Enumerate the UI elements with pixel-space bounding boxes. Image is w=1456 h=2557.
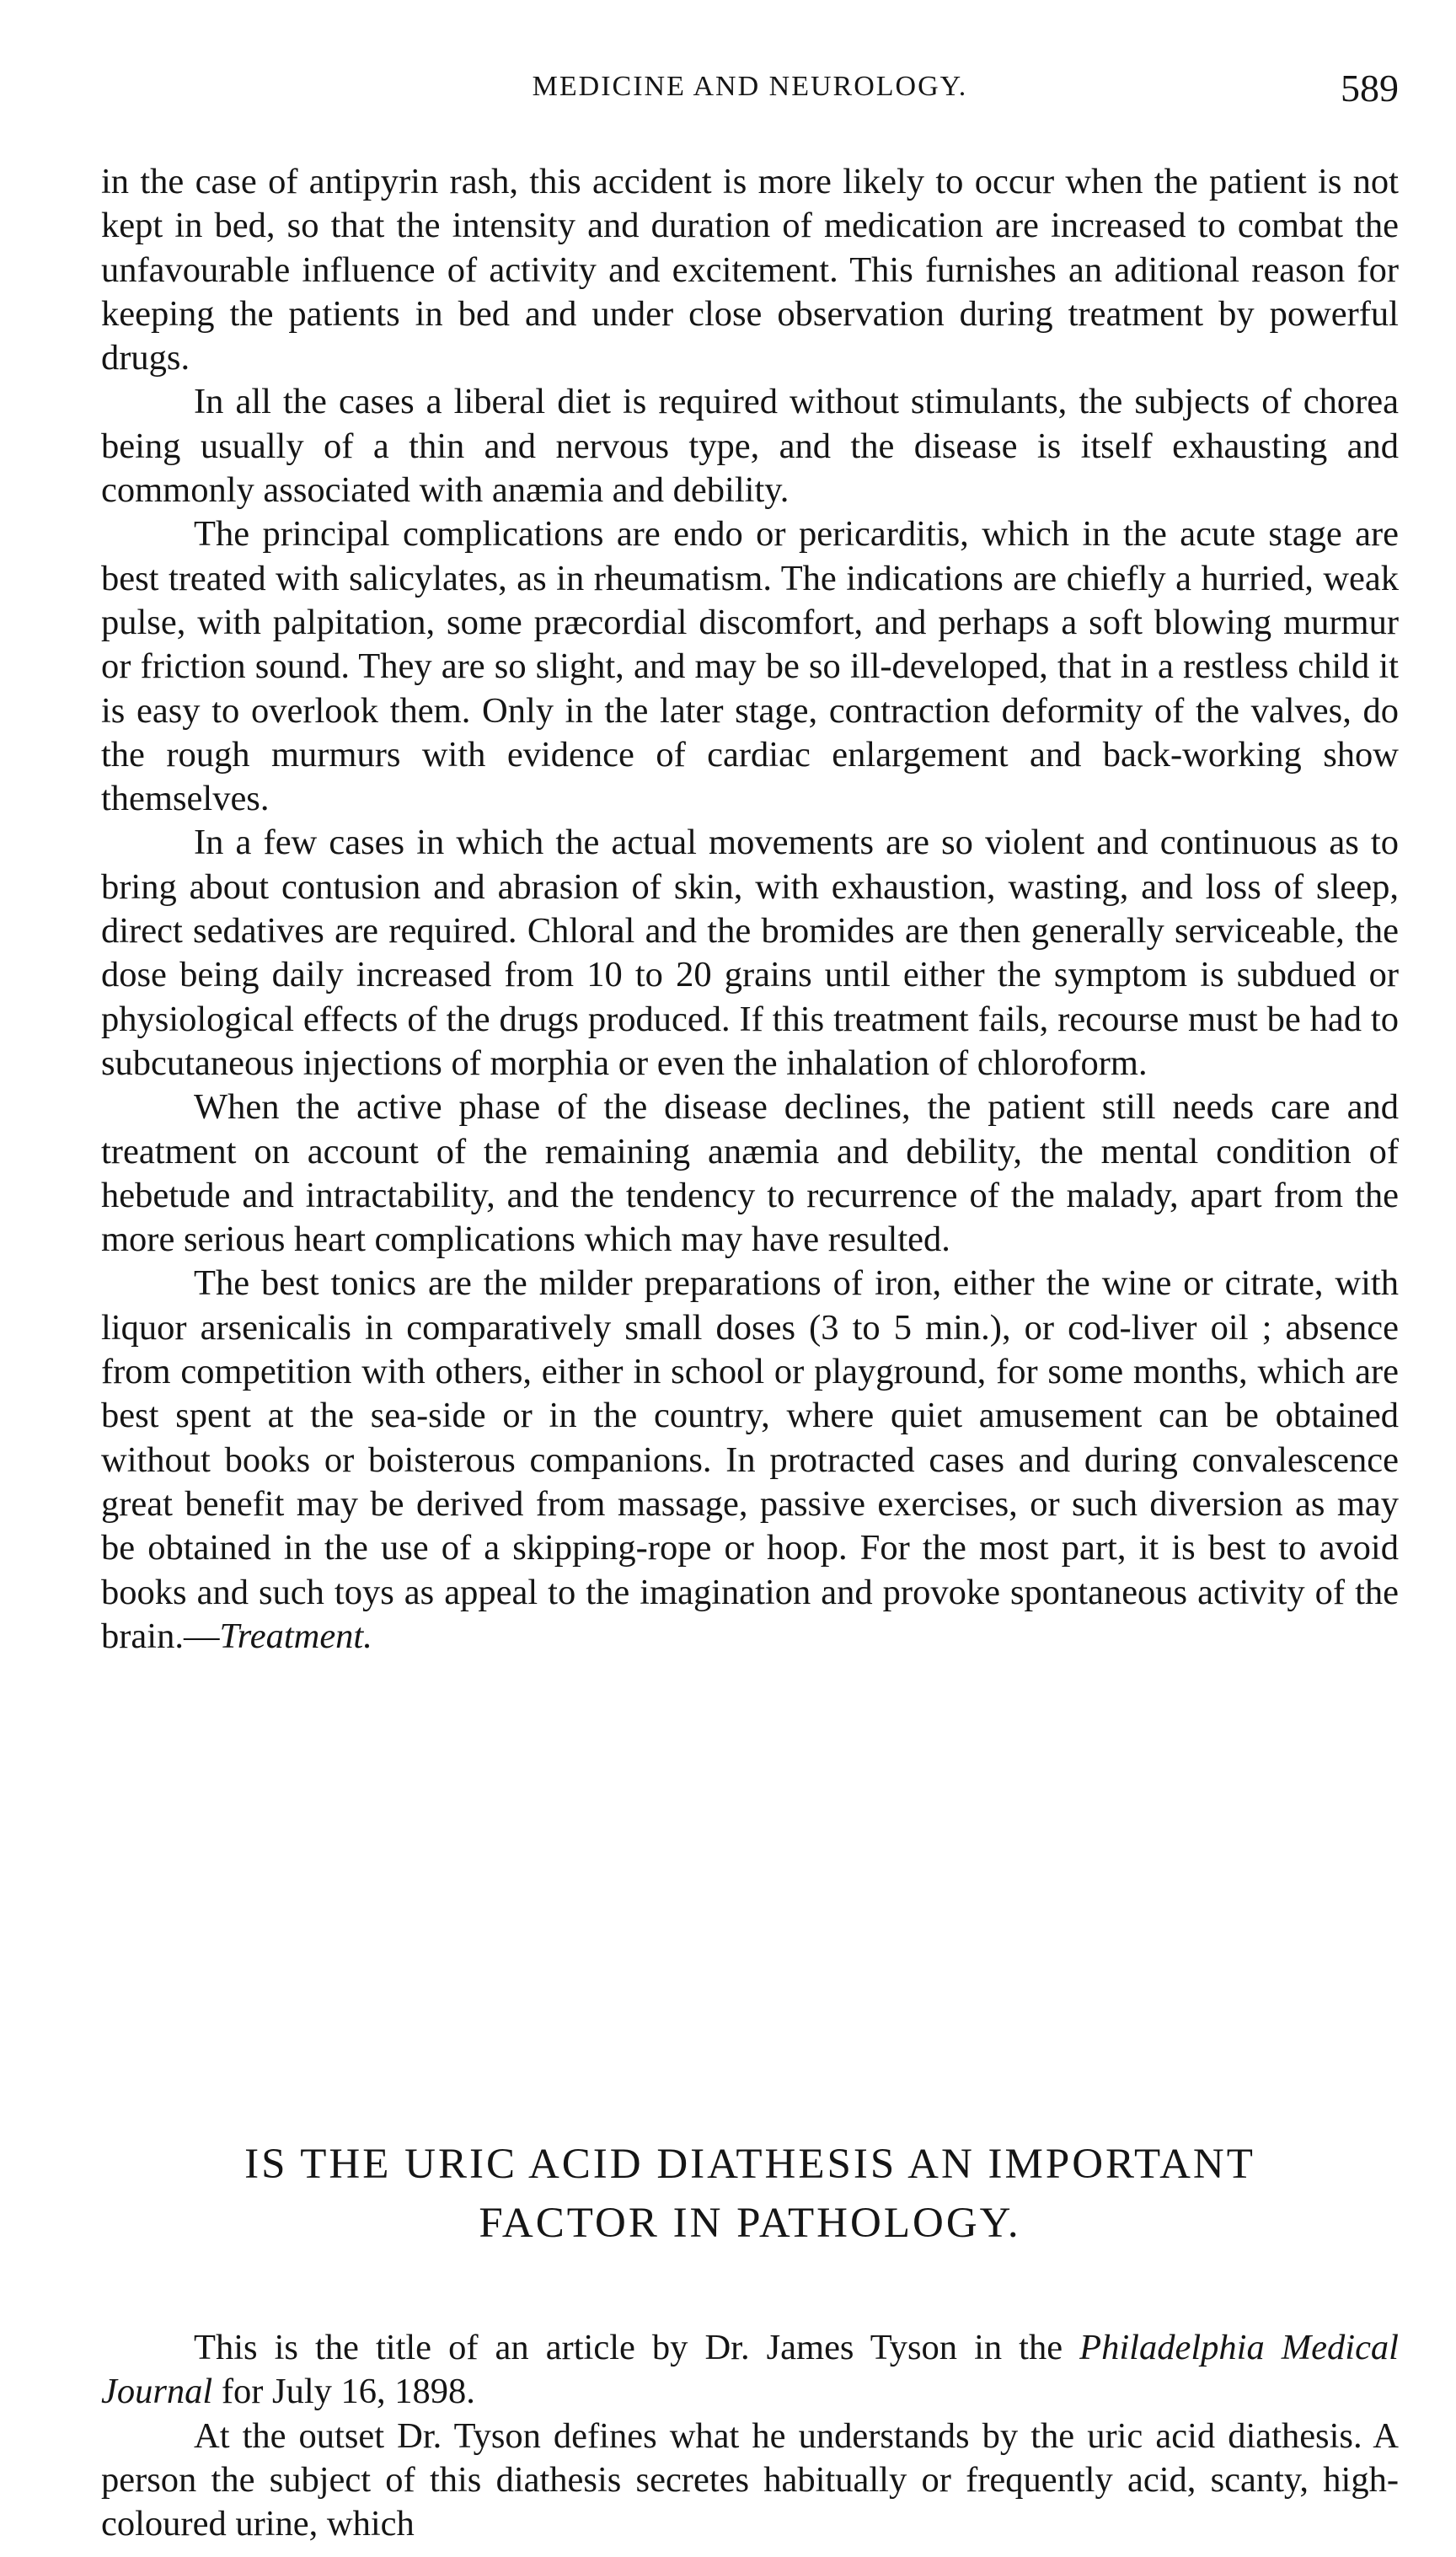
article-body-uric-acid xyxy=(101,2326,1399,2546)
article-p1-end: for July 16, 1898. xyxy=(212,2372,475,2412)
heading-line-1: IS THE URIC ACID DIATHESIS AN IMPORTANT xyxy=(244,2141,1255,2188)
paragraph-1: in the case of antipyrin rash, this accident is more likely to occur when the patient is not kept in bed, so that the intensity and duration of medication are increased to combat the unfavourable influence of activity and excitement. This furnishes an aditional reason for keeping the patients in bed and under close observation during treatment by powerful drugs. xyxy=(101,162,1399,378)
paragraph-2: In all the cases a liberal diet is required without stimulants, the subjects of chorea being usually of a thin and nervous type, and the disease is itself exhausting and commonly associated with anæmia and debility. xyxy=(101,382,1399,511)
page-number: 589 xyxy=(1341,67,1399,110)
running-head: MEDICINE AND NEUROLOGY. xyxy=(532,71,968,102)
article-heading xyxy=(101,2135,1399,2253)
heading-line-2: FACTOR IN PATHOLOGY. xyxy=(479,2200,1021,2247)
source-citation: Treatment. xyxy=(219,1616,372,1656)
paragraph-5: When the active phase of the disease declines, the patient still needs care and treatment on account of the remaining anæmia and debility, the mental condition of hebetude and intractability, and the tendency to recurrence of the malady, apart from the more serious heart complications which may have resulted. xyxy=(101,1087,1399,1260)
paragraph-6 xyxy=(101,1262,1399,1659)
article-p1-start: This is the title of an article by Dr. James Tyson in the xyxy=(194,2328,1080,2367)
article-paragraph-2: At the outset Dr. Tyson defines what he understands by the uric acid diathesis. A person the subject of this diathesis secretes habitually or frequently acid, scanty, high-coloured urine, which xyxy=(101,2415,1399,2544)
journal-title: Philadelphia Medical Journal xyxy=(101,2328,1399,2412)
paragraph-4: In a few cases in which the actual movements are so violent and continuous as to bring about contusion and abrasion of skin, with exhaustion, wasting, and loss of sleep, direct sedatives are required. Chloral and the bromides are then generally serviceable, the dose being daily increased from 10 to 20 grains until either the symptom is subdued or physiological effects of the drugs produced. If this treatment fails, recourse must be had to subcutaneous injections of morphia or even the inhalation of chloroform. xyxy=(101,823,1399,1083)
article-paragraph-1 xyxy=(101,2326,1399,2415)
article-body-chorea xyxy=(101,160,1399,1659)
page-header xyxy=(101,67,1399,121)
paragraph-6-text: The best tonics are the milder preparations of iron, either the wine or citrate, with liquor arsenicalis in comparatively small doses (3 to 5 min.), or cod-liver oil ; absence from competition with others, either in school or playground, for some months, which are best spent at the sea-side or in the country, where quiet amusement can be obtained without books or boisterous companions. In protracted cases and during convalescence great benefit may be derived from massage, passive exercises, or such diversion as may be obtained in the use of a skipping-rope or hoop. For the most part, it is best to avoid books and such toys as appeal to the imagination and provoke spontaneous activity of the brain.— xyxy=(101,1263,1399,1656)
paragraph-3: The principal complications are endo or pericarditis, which in the acute stage are best treated with salicylates, as in rheumatism. The indications are chiefly a hurried, weak pulse, with palpitation, some præcordial discomfort, and perhaps a soft blowing murmur or friction sound. They are so slight, and may be so ill-developed, that in a restless child it is easy to overlook them. Only in the later stage, contraction deformity of the valves, do the rough murmurs with evidence of cardiac enlargement and back-working show themselves. xyxy=(101,514,1399,819)
